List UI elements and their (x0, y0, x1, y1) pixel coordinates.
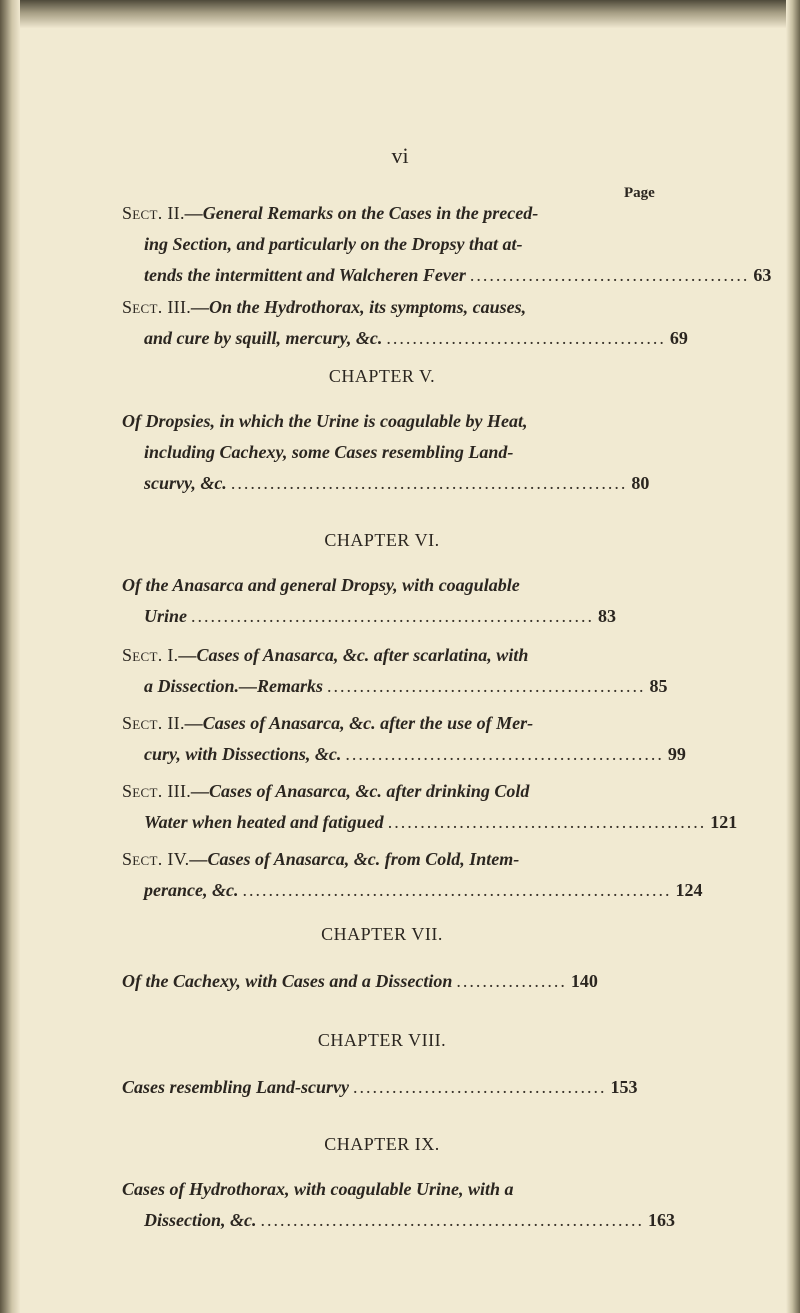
entry-title-line: —Cases of Anasarca, &c. after drinking Cold (191, 781, 530, 801)
entry-title-line: perance, &c. (144, 880, 239, 900)
leader-dots: ................................................. (345, 744, 664, 764)
section-label: Sect. II. (122, 713, 185, 733)
toc-entry-ch7-cachexy (122, 966, 642, 997)
leader-dots: ........................................... (469, 265, 750, 285)
page-ref: 140 (570, 971, 598, 991)
chapter-heading: CHAPTER IX. (324, 1134, 440, 1154)
page-number: vi (391, 143, 409, 168)
page-column-label: Page (624, 185, 655, 201)
leader-dots: .................................................................. (242, 880, 672, 900)
entry-title-line: Cases resembling Land-scurvy (122, 1077, 349, 1097)
toc-entry-sect3-hydrothorax (122, 292, 688, 354)
page-shadow-left (0, 0, 20, 1313)
toc-entry-ch6-sect1 (122, 640, 668, 702)
entry-title-line: a Dissection.—Remarks (144, 676, 324, 696)
entry-title-line: tends the intermittent and Walcheren Fever (144, 265, 466, 285)
entry-title-line: including Cachexy, some Cases resembling Land- (144, 442, 514, 462)
leader-dots: ................................................. (387, 812, 707, 832)
section-label: Sect. II. (122, 203, 185, 223)
entry-title-line: cury, with Dissections, &c. (144, 744, 342, 764)
toc-entry-ch5-dropsies (122, 406, 650, 499)
page-shadow-top (0, 0, 800, 28)
leader-dots: ............................................................. (230, 473, 628, 493)
entry-title-line: —Cases of Anasarca, &c. after scarlatina, with (178, 645, 529, 665)
entry-title-line: Of the Cachexy, with Cases and a Dissection (122, 971, 453, 991)
chapter-heading: CHAPTER VIII. (317, 1030, 447, 1050)
section-label: Sect. IV. (122, 849, 190, 869)
page-ref: 153 (610, 1077, 638, 1097)
section-label: Sect. III. (122, 297, 192, 317)
entry-title-line: Dissection, &c. (144, 1210, 257, 1230)
leader-dots: ........................................................... (260, 1210, 644, 1230)
entry-title-line: —On the Hydrothorax, its symptoms, causes, (191, 297, 527, 317)
entry-title-line: —Cases of Anasarca, &c. from Cold, Intem- (189, 849, 520, 869)
leader-dots: ....................................... (353, 1077, 607, 1097)
entry-title-line: and cure by squill, mercury, &c. (144, 328, 383, 348)
leader-dots: ........................................... (386, 328, 666, 348)
entry-title-line: scurvy, &c. (144, 473, 227, 493)
leader-dots: ................................................. (327, 676, 646, 696)
page-ref: 121 (710, 812, 738, 832)
page-shadow-right (786, 0, 800, 1313)
entry-title-line: —Cases of Anasarca, &c. after the use of Mer- (184, 713, 534, 733)
toc-entry-ch8-landscurvy (122, 1072, 642, 1103)
entry-title-line: Water when heated and fatigued (144, 812, 384, 832)
page-ref: 99 (667, 744, 686, 764)
entry-title-line: Of the Anasarca and general Dropsy, with coagulable (122, 575, 520, 595)
entry-title-line: Cases of Hydrothorax, with coagulable Urine, with a (122, 1179, 514, 1199)
page-ref: 80 (631, 473, 650, 493)
entry-title-line: Urine (144, 606, 188, 626)
toc-entry-ch6-sect2 (122, 708, 686, 770)
toc-entry-sect2-general-remarks (122, 198, 772, 291)
page-ref: 85 (649, 676, 668, 696)
page-ref: 63 (753, 265, 772, 285)
section-label: Sect. I. (122, 645, 179, 665)
chapter-heading: CHAPTER VII. (321, 924, 443, 944)
leader-dots: ................. (456, 971, 567, 991)
page-ref: 163 (648, 1210, 675, 1230)
chapter-heading: CHAPTER VI. (324, 530, 440, 550)
entry-title-line: Of Dropsies, in which the Urine is coagulable by Heat, (122, 411, 528, 431)
toc-entry-ch9-hydrothorax (122, 1174, 675, 1236)
entry-title-line: —General Remarks on the Cases in the preced- (184, 203, 539, 223)
page-ref: 69 (669, 328, 688, 348)
page-ref: 83 (598, 606, 617, 626)
toc-entry-ch6-sect3 (122, 776, 738, 838)
chapter-heading: CHAPTER V. (328, 366, 436, 386)
section-label: Sect. III. (122, 781, 192, 801)
entry-title-line: ing Section, and particularly on the Dropsy that at- (144, 234, 523, 254)
toc-entry-ch6-anasarca (122, 570, 642, 632)
toc-entry-ch6-sect4 (122, 844, 703, 906)
leader-dots: .............................................................. (191, 606, 595, 626)
page-ref: 124 (675, 880, 703, 900)
